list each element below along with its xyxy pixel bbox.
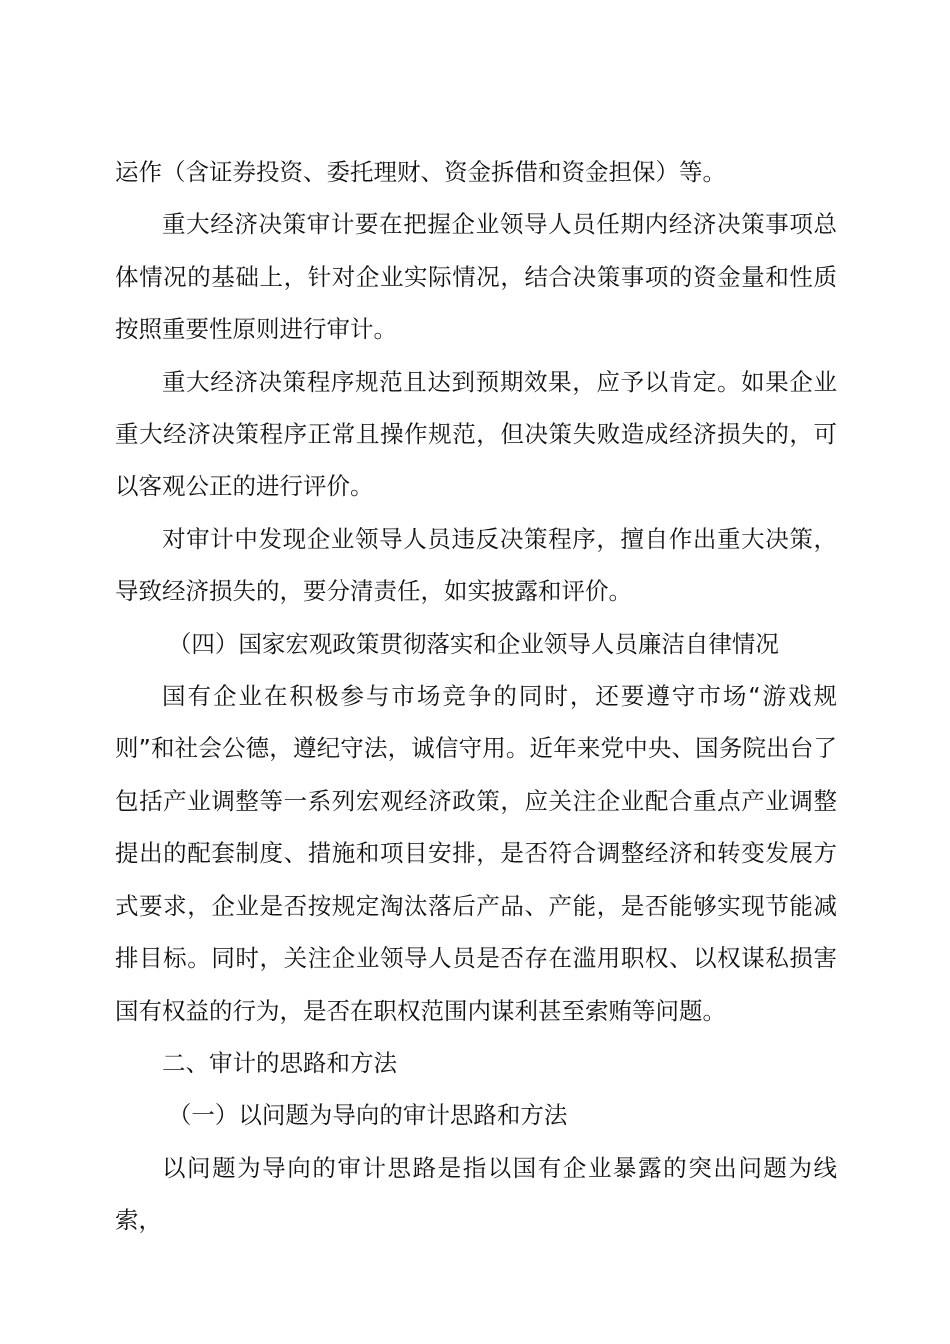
paragraph-decision-audit-scope: 重大经济决策审计要在把握企业领导人员任期内经济决策事项总体情况的基础上，针对企业实际情况，结合决策事项的资金量和性质按照重要性原则进行审计。 [115, 210, 837, 344]
paragraph-problem-oriented: 以问题为导向的审计思路是指以国有企业暴露的突出问题为线索， [115, 1153, 837, 1235]
paragraph-decision-violation: 对审计中发现企业领导人员违反决策程序，擅自作出重大决策，导致经济损失的，要分清责任，如实披露和评价。 [115, 524, 837, 606]
heading-audit-approach: 二、审计的思路和方法 [162, 1048, 397, 1077]
body-text [115, 146, 837, 1247]
paragraph-macro-policy: 国有企业在积极参与市场竞争的同时，还要遵守市场“游戏规则”和社会公德，遵纪守法，诚信守用。近年来党中央、国务院出台了包括产业调整等一系列宏观经济政策，应关注企业配合重点产业调整提出的配套制度、措施和项目安排，是否符合调整经济和转变发展方式要求，企业是否按规定淘汰落后产品、产能，是否能够实现节能减排目标。同时，关注企业领导人员是否存在滥用职权、以权谋私损害国有权益的行为，是否在职权范围内谋利甚至索贿等问题。 [115, 682, 837, 1025]
subheading-macro-policy: （四）国家宏观政策贯彻落实和企业领导人员廉洁自律情况 [167, 629, 779, 658]
subheading-problem-oriented: （一）以问题为导向的审计思路和方法 [167, 1101, 568, 1130]
paragraph-continuation: 运作（含证券投资、委托理财、资金拆借和资金担保）等。 [115, 158, 726, 186]
paragraph-decision-evaluation: 重大经济决策程序规范且达到预期效果，应予以肯定。如果企业重大经济决策程序正常且操作规范，但决策失败造成经济损失的，可以客观公正的进行评价。 [115, 367, 837, 501]
